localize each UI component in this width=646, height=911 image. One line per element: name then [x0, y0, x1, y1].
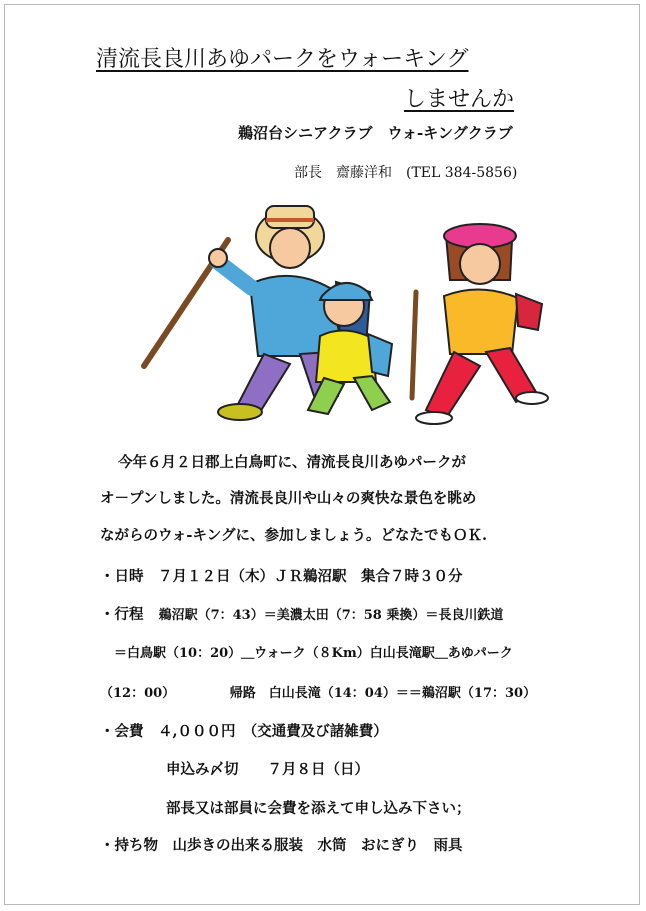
- route-label: ・行程: [100, 606, 144, 623]
- route-line-2: ＝白鳥駅（10：20）＿ウォーク（８Km）白山長滝駅＿あゆパーク: [114, 646, 513, 661]
- fee-line: ・会費 ４,０００円 （交通費及び諸雑費）: [100, 723, 388, 740]
- date-line: ・日時 ７月１２日（木）ＪＲ鵜沼駅 集合７時３０分: [100, 568, 463, 585]
- route-line-1: [100, 603, 503, 624]
- items-line: ・持ち物 山歩きの出来る服装 水筒 おにぎり 雨具: [100, 837, 463, 854]
- chief-contact: 部長 齋藤洋和 (TEL 384-5856): [294, 165, 518, 181]
- mother-figure: [412, 224, 548, 424]
- intro-line-3: ながらのウォ-キングに、参加しましょう。どなたでもＯＫ.: [100, 527, 488, 544]
- intro-line-1: 今年６月２日郡上白鳥町に、清流長良川あゆパークが: [118, 454, 466, 471]
- route-line-3: [100, 682, 536, 701]
- intro-line-2: オ－プンしました。清流長良川や山々の爽快な景色を眺め: [100, 490, 477, 507]
- route-return: 帰路 白山長滝（14：04）＝＝鵜沼駅（17：30）: [229, 686, 537, 701]
- deadline-line: 申込み〆切 ７月８日（日）: [166, 761, 369, 778]
- club-name: 鵜沼台シニアクラブ ウォ-キングクラブ: [238, 124, 513, 142]
- apply-line: 部長又は部員に会費を添えて申し込み下さい；: [166, 800, 471, 817]
- route-arrival-time: （12：00）: [100, 686, 176, 701]
- title-line-1: 清流長良川あゆパークをウォーキング: [96, 47, 469, 72]
- route-text-1: 鵜沼駅（7：43）＝美濃太田（7：58 乗換）＝長良川鉄道: [158, 608, 504, 623]
- hiking-family-illustration: [140, 196, 550, 434]
- title-line-2: しませんか: [404, 87, 515, 112]
